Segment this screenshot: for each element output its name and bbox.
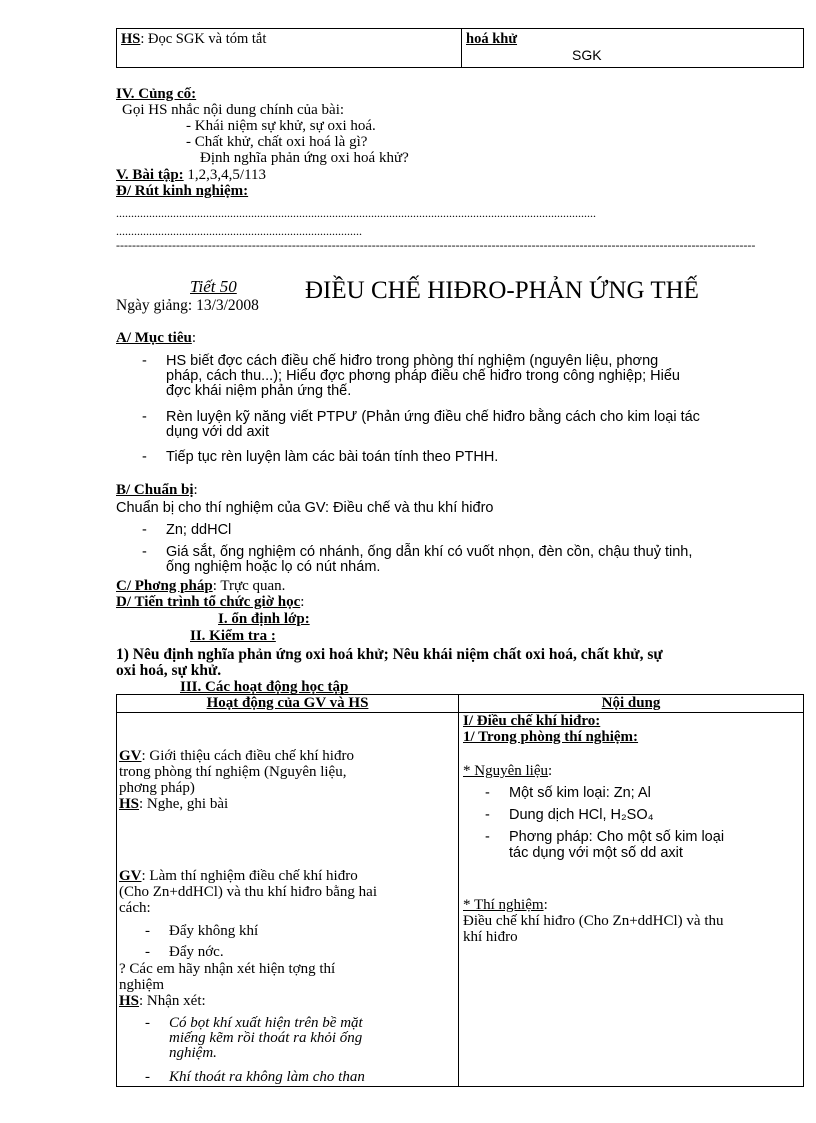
- right-content-cell: I/ Điều chế khí hiđro: 1/ Trong phòng thí nghiệm: * Nguyên liệu: - Một số kim loại: Zn; Al - Dung dịch HCl, H₂SO₄ - Phơng pháp: Cho một số kim loại tác dụng với một số dd axit * Thí nghiệm: Điều chế khí hiđro (Cho Zn+ddHCl) và thu khí hiđro: [459, 713, 804, 1087]
- observation-1-line-1: Có bọt khí xuất hiện trên bề mặt: [169, 1015, 363, 1031]
- chuan-bi-item-1-line-1: Zn; ddHCl: [166, 522, 232, 538]
- muc-tieu-item-1-line-2: pháp, cách thu...); Hiểu đợc phơng pháp điều chế hiđro trong công nghiệp; Hiểu: [166, 368, 680, 384]
- muc-tieu-item-1: - HS biết đợc cách điều chế hiđro trong phòng thí nghiệm (nguyên liệu, phơng pháp, cách thu...); Hiểu đợc phơng pháp điều chế hiđro trong công nghiệp; Hiểu đợc khái niệm phản ứng thế.: [142, 353, 680, 399]
- gv-intro-line-2: trong phòng thí nghiệm (Nguyên liệu,: [119, 764, 347, 780]
- phuong-phap-text: : Trực quan.: [212, 578, 286, 594]
- chuan-bi-intro: Chuẩn bị cho thí nghiệm của GV: Điều chế và thu khí hiđro: [116, 500, 494, 516]
- question: [119, 961, 335, 1009]
- lesson-title: ĐIỀU CHẾ HIĐRO-PHẢN ỨNG THẾ: [305, 277, 699, 304]
- bai-tap-text: 1,2,3,4,5/113: [183, 167, 267, 183]
- chuan-bi-item-2: - Giá sắt, ống nghiệm có nhánh, ống dẫn khí có vuốt nhọn, đèn cồn, chậu thuỷ tinh, ống nghiệm hoặc lọ có nút nhám.: [142, 544, 693, 575]
- hs-label-1: HS: [119, 796, 140, 812]
- chuan-bi-heading: B/ Chuẩn bị: [116, 482, 194, 498]
- muc-tieu-item-3-line-1: Tiếp tục rèn luyện làm các bài toán tính theo PTHH.: [166, 449, 499, 465]
- chuan-bi-item-2-line-1: Giá sắt, ống nghiệm có nhánh, ống dẫn khí có vuốt nhọn, đèn cồn, chậu thuỷ tinh,: [166, 544, 693, 560]
- col-right-header: [459, 695, 804, 713]
- thi-nghiem-label: * Thí nghiệm: [463, 897, 544, 913]
- gv-exp-line-2: (Cho Zn+ddHCl) và thu khí hiđro bằng hai: [119, 884, 378, 900]
- content-item-3-line-2: tác dụng với một số dd axit: [509, 845, 683, 861]
- top-table: [116, 28, 804, 68]
- hs-text-1: : Nghe, ghi bài: [139, 796, 229, 812]
- cung-co-item-2: - Chất khử, chất oxi hoá là gì?: [186, 134, 368, 150]
- gv-intro: [119, 748, 354, 812]
- top-right-cell: [462, 29, 804, 68]
- muc-tieu-item-2-line-1: Rèn luyện kỹ năng viết PTPƯ (Phản ứng điều chế hiđro bằng cách cho kim loại tác: [166, 409, 700, 425]
- top-right-sgk: SGK: [572, 47, 602, 63]
- bai-tap-heading: V. Bài tập:: [116, 167, 184, 183]
- lesson-date: Ngày giảng: 13/3/2008: [116, 297, 259, 314]
- gv-intro-line-1: : Giới thiệu cách điều chế khí hiđro: [141, 748, 354, 764]
- kiem-tra: II. Kiểm tra :: [190, 628, 276, 644]
- muc-tieu-item-2: - Rèn luyện kỹ năng viết PTPƯ (Phản ứng điều chế hiđro bằng cách cho kim loại tác dụng với dd axit: [142, 409, 700, 440]
- content-h2: 1/ Trong phòng thí nghiệm:: [463, 729, 639, 745]
- muc-tieu-item-2-line-2: dụng với dd axit: [166, 424, 270, 440]
- thi-nghiem-text: [463, 913, 724, 945]
- observation-1: - Có bọt khí xuất hiện trên bề mặt miếng kẽm rồi thoát ra khỏi ống nghiệm.: [145, 1015, 363, 1061]
- gv-label-2: GV: [119, 868, 142, 884]
- content-item-1: - Một số kim loại: Zn; Al: [485, 785, 651, 801]
- content-item-3-line-1: Phơng pháp: Cho một số kim loại: [509, 829, 725, 845]
- top-left-cell: [117, 29, 462, 68]
- separator-dashes: ----------------------------------------------------------------------------------------------------------------------------------------------------------------: [116, 238, 756, 252]
- gv-intro-line-3: phơng pháp): [119, 780, 195, 796]
- gv-exp-line-1: : Làm thí nghiệm điều chế khí hiđro: [141, 868, 358, 884]
- observation-2-line-1: Khí thoát ra không làm cho than: [169, 1069, 365, 1085]
- question-2: oxi hoá, sự khử.: [116, 662, 222, 679]
- method-2: - Đẩy nớc.: [145, 944, 224, 960]
- muc-tieu-item-1-line-1: HS biết đợc cách điều chế hiđro trong phòng thí nghiệm (nguyên liệu, phơng: [166, 353, 659, 369]
- top-left-text: : Đọc SGK và tóm tắt: [140, 31, 267, 47]
- observation-1-line-3: nghiệm.: [169, 1045, 217, 1061]
- cung-co-item-3: Định nghĩa phản ứng oxi hoá khử?: [200, 150, 409, 166]
- observation-1-line-2: miếng kẽm rồi thoát ra khỏi ống: [169, 1030, 363, 1046]
- hs-label-2: HS: [119, 993, 140, 1009]
- hoat-dong-heading: III. Các hoạt động học tập: [180, 679, 349, 695]
- content-item-2-text: Dung dịch HCl, H₂SO₄: [509, 807, 654, 823]
- method-2-text: Đẩy nớc.: [169, 944, 224, 960]
- tien-trinh-heading: D/ Tiến trình tổ chức giờ học: [116, 594, 301, 610]
- dotted-line-2: ..................................................................................: [116, 224, 362, 238]
- phuong-phap-heading: C/ Phơng pháp: [116, 578, 213, 594]
- gv-experiment: [119, 868, 377, 916]
- muc-tieu-heading: A/ Mục tiêu: [116, 330, 192, 346]
- rut-kinh-nghiem-heading: Đ/ Rút kinh nghiệm:: [116, 183, 249, 199]
- chuan-bi-item-2-line-2: ống nghiệm hoặc lọ có nút nhám.: [166, 559, 381, 575]
- chuan-bi-item-1: - Zn; ddHCl: [142, 522, 232, 538]
- cung-co-intro: Gọi HS nhắc nội dung chính của bài:: [122, 102, 345, 118]
- hs-label: HS: [121, 31, 141, 47]
- left-content-cell: [117, 713, 459, 1087]
- cung-co-heading: IV. Củng cố:: [116, 86, 197, 102]
- gv-label-1: GV: [119, 748, 142, 764]
- activity-table: [116, 694, 804, 1087]
- method-1: - Đẩy không khí: [145, 923, 259, 939]
- thi-nghiem-line-2: khí hiđro: [463, 929, 518, 945]
- question-line-1: ? Các em hãy nhận xét hiện tợng thí: [119, 961, 336, 977]
- muc-tieu-item-1-line-3: đợc khái niệm phản ứng thế.: [166, 383, 352, 399]
- content-item-3: - Phơng pháp: Cho một số kim loại tác dụng với một số dd axit: [485, 829, 725, 861]
- content-item-1-text: Một số kim loại: Zn; Al: [509, 785, 651, 801]
- method-1-text: Đẩy không khí: [169, 923, 259, 939]
- thi-nghiem-line-1: Điều chế khí hiđro (Cho Zn+ddHCl) và thu: [463, 913, 724, 929]
- col-left-header-text: Hoạt động của GV và HS: [206, 695, 369, 711]
- lesson-period: Tiết 50: [190, 277, 237, 296]
- col-right-header-text: Nội dung: [601, 695, 661, 711]
- nguyen-lieu-label: * Nguyên liệu: [463, 763, 548, 779]
- content-item-2: - Dung dịch HCl, H₂SO₄: [485, 807, 654, 823]
- top-right-title: hoá khử: [466, 31, 518, 47]
- observation-2: - Khí thoát ra không làm cho than: [145, 1069, 365, 1085]
- muc-tieu-item-3: - Tiếp tục rèn luyện làm các bài toán tính theo PTHH.: [142, 449, 499, 465]
- hs-text-2: : Nhận xét:: [139, 993, 206, 1009]
- dotted-line-1: ................................................................................................................................................................: [116, 206, 596, 220]
- cung-co-item-1: - Khái niệm sự khử, sự oxi hoá.: [186, 118, 376, 134]
- gv-exp-line-3: cách:: [119, 900, 151, 916]
- question-1: 1) Nêu định nghĩa phản ứng oxi hoá khử; Nêu khái niệm chất oxi hoá, chất khử, sự: [116, 646, 663, 663]
- question-line-2: nghiệm: [119, 977, 164, 993]
- col-left-header: [117, 695, 459, 713]
- content-h1: I/ Điều chế khí hiđro:: [463, 713, 601, 729]
- on-dinh-lop: I. ổn định lớp:: [218, 611, 310, 627]
